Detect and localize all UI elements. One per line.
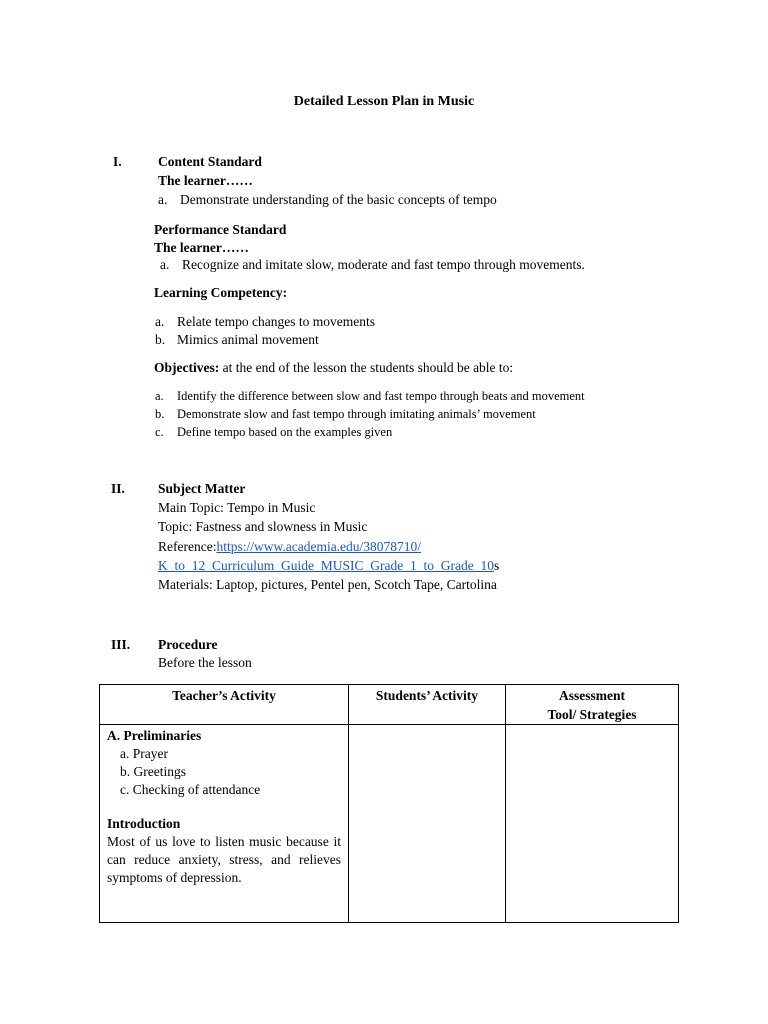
list-marker: a. [158,192,168,207]
teacher-activity-header: Teacher’s Activity [100,685,349,725]
content-standard-heading: Content Standard [158,154,262,169]
materials: Materials: Laptop, pictures, Pentel pen, Scotch Tape, Cartolina [158,577,497,592]
content-standard-learner: The learner…… [158,173,253,188]
performance-standard-heading: Performance Standard [154,222,287,237]
list-marker: a. [155,389,164,403]
objective-item [155,425,392,440]
main-topic: Main Topic: Tempo in Music [158,500,316,515]
list-item-text: Mimics animal movement [177,332,319,347]
reference-link[interactable]: https://www.academia.edu/38078710/ [216,539,422,554]
procedure-subheading: Before the lesson [158,655,252,670]
learning-competency-item [155,314,375,330]
teacher-activity-cell [100,725,349,923]
list-marker: b. [155,332,166,347]
reference-line-2 [158,558,499,574]
preliminaries-heading: A. Preliminaries [107,728,202,743]
introduction-heading: Introduction [107,816,181,831]
reference-line [158,539,421,555]
preliminaries-item: c. Checking of attendance [120,782,261,797]
list-item-text: Demonstrate understanding of the basic concepts of tempo [180,192,497,207]
list-marker: a. [160,257,170,272]
preliminaries-item: b. Greetings [120,764,186,779]
learning-competency-heading: Learning Competency: [154,285,288,300]
reference-suffix: s [493,558,500,573]
students-activity-cell [349,725,506,923]
procedure-heading: Procedure [158,637,218,652]
assessment-header-line-2: Tool/ Strategies [547,707,637,722]
reference-link-continued[interactable]: K_to_12_Curriculum_Guide_MUSIC_Grade_1_to_Grade_10 [158,558,494,573]
assessment-header [506,685,679,725]
content-standard-item [158,192,497,208]
assessment-header-line-1: Assessment [559,688,625,703]
section-1-numeral: I. [113,154,122,169]
performance-standard-learner: The learner…… [154,240,249,255]
objectives-heading: Objectives: [154,360,220,375]
objective-item [155,389,585,404]
subject-matter-heading: Subject Matter [158,481,246,496]
learning-competency-item [155,332,319,348]
list-item-text: Relate tempo changes to movements [177,314,375,329]
list-item-text: Define tempo based on the examples given [177,425,393,439]
table-header-row [100,685,679,725]
list-marker: b. [155,407,165,421]
list-item-text: Identify the difference between slow and fast tempo through beats and movement [177,389,585,403]
objectives-intro: at the end of the lesson the students should be able to: [219,360,514,375]
assessment-cell [506,725,679,923]
introduction-text: Most of us love to listen music because it can reduce anxiety, stress, and relieves symptoms of depression. [107,834,341,885]
section-2-numeral: II. [111,481,125,496]
students-activity-header: Students’ Activity [349,685,506,725]
preliminaries-item: a. Prayer [120,746,168,761]
list-marker: a. [155,314,165,329]
section-3-numeral: III. [111,637,131,652]
procedure-table [99,684,679,923]
objectives-line [154,360,513,376]
reference-label: Reference: [158,539,217,554]
topic: Topic: Fastness and slowness in Music [158,519,368,534]
objective-item [155,407,536,422]
list-item-text: Demonstrate slow and fast tempo through imitating animals’ movement [177,407,536,421]
list-marker: c. [155,425,164,439]
list-item-text: Recognize and imitate slow, moderate and fast tempo through movements. [182,257,585,272]
table-row [100,725,679,923]
performance-standard-item [160,257,585,273]
page-title: Detailed Lesson Plan in Music [293,94,475,109]
